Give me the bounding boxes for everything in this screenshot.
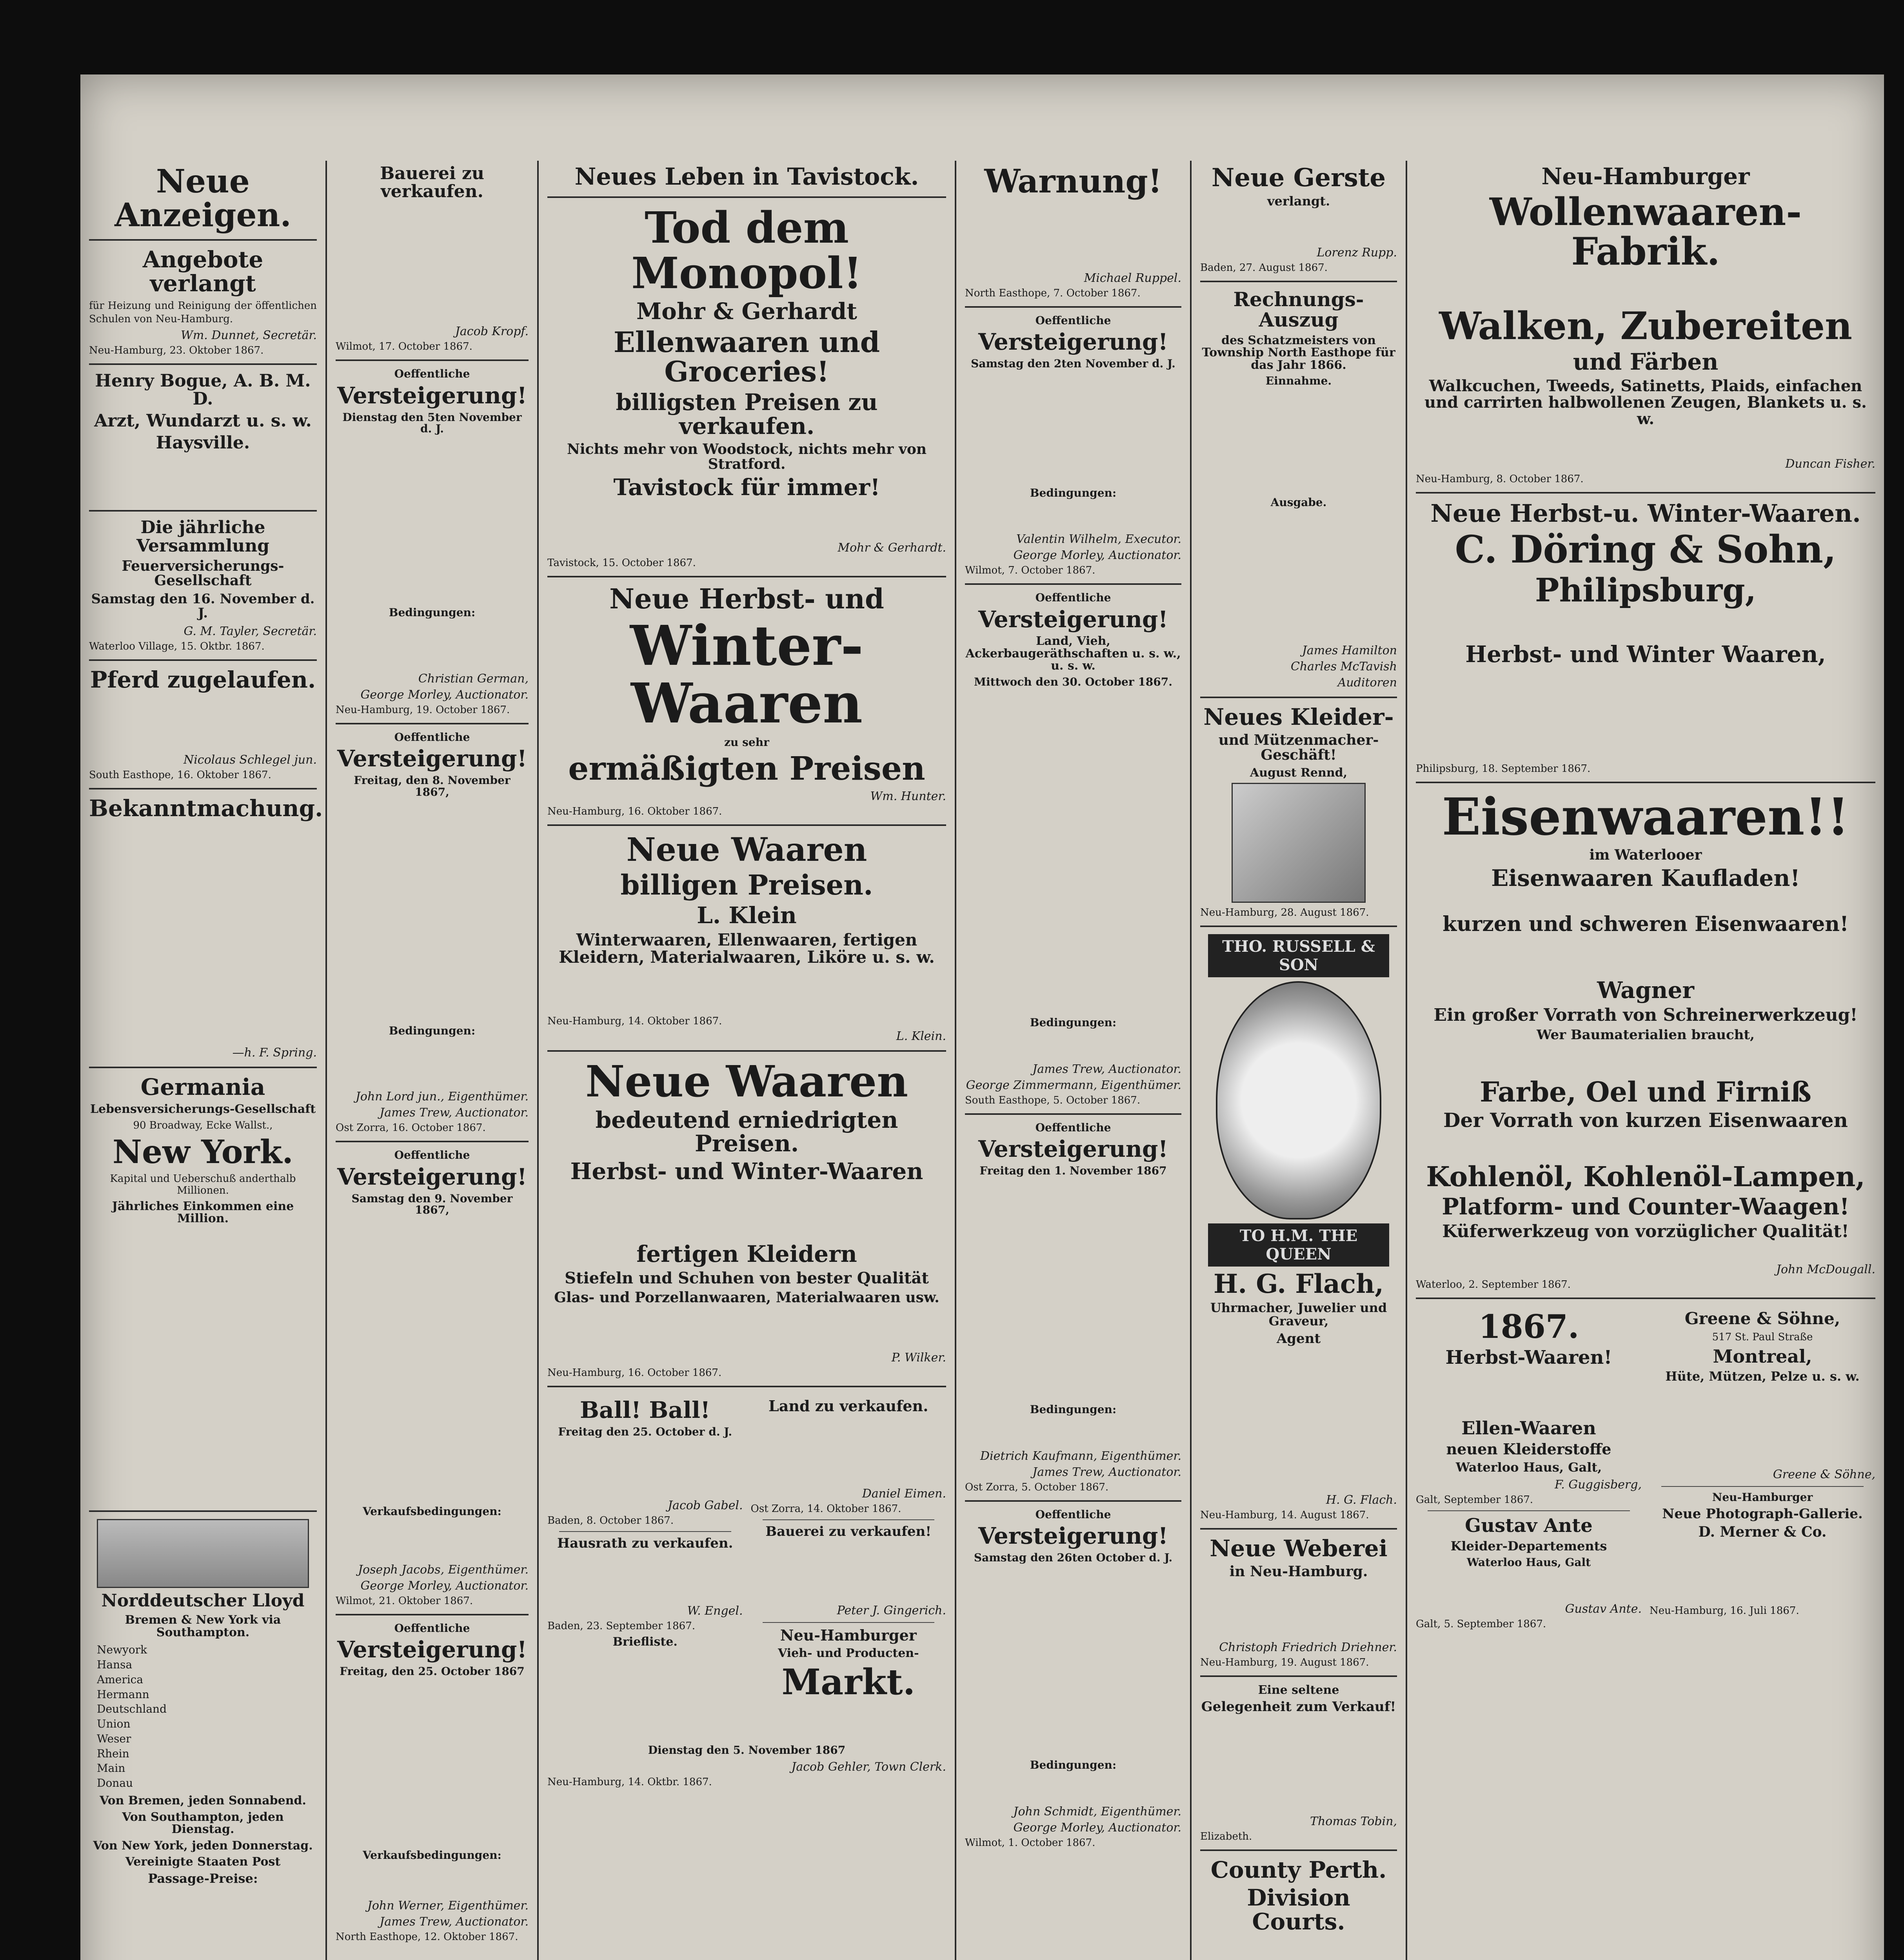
ad-capital: Kapital und Ueberschuß anderthalb Millionen. — [110, 1172, 296, 1196]
conditions-heading: Bedingungen: — [1030, 1759, 1117, 1772]
ad-signature: Jacob Kropf. — [455, 325, 529, 339]
ad-place: Neu-Hamburg, 19. October 1867. — [336, 704, 510, 716]
list-item: Union — [97, 1717, 131, 1731]
ad-place: Wilmot, 1. October 1867. — [965, 1837, 1096, 1849]
ad-text-block — [1200, 1583, 1397, 1638]
schedule-line: Von New York, jeden Donnerstag. — [93, 1838, 313, 1853]
ad-signature: Jacob Gabel. — [668, 1499, 743, 1513]
auction-date: Freitag, den 8. November 1867, — [354, 774, 511, 799]
ad-signature: Wm. Dunnet, Secretär. — [181, 328, 317, 342]
ad-text-block — [89, 824, 317, 1044]
auction-date: Dienstag den 5ten November d. J. — [342, 410, 522, 436]
ad-place: Neu-Hamburg, 28. August 1867. — [1200, 907, 1369, 919]
list-item: America — [97, 1673, 144, 1686]
ad-text-block — [1416, 894, 1875, 910]
ad-title: Angebote verlangt — [142, 246, 263, 297]
ad-text-block — [965, 374, 1181, 483]
conditions-heading: Bedingungen: — [389, 606, 476, 619]
ad-line: Herbst- und Winter Waaren, — [1465, 641, 1826, 668]
ad-line: Platform- und Counter-Waagen! — [1442, 1193, 1849, 1220]
ad-line: Ein großer Vorrath von Schreinerwerkzeug! — [1433, 1005, 1858, 1025]
ad-place: Galt, September 1867. — [1416, 1494, 1533, 1506]
ad-signature: James Trew, Auctionator. — [380, 1915, 529, 1929]
ad-line: Herbst- und Winter-Waaren — [570, 1158, 923, 1185]
ad-line: Stiefeln und Schuhen von bester Qualität — [565, 1269, 929, 1288]
ad-firm: August Rennd, — [1250, 766, 1348, 780]
ad-line: Der Vorrath von kurzen Eisenwaaren — [1443, 1109, 1848, 1132]
ad-line: bedeutend erniedrigten Preisen. — [595, 1106, 898, 1157]
auction-title: Versteigerung! — [337, 382, 527, 409]
ad-address: 517 St. Paul Straße — [1712, 1331, 1813, 1343]
ad-title: Bauerei zu verkaufen! — [765, 1523, 932, 1539]
ad-signature: Michael Ruppel. — [1084, 271, 1181, 285]
auction-date: Freitag, den 25. October 1867 — [340, 1665, 525, 1678]
ad-signature: Mohr & Gerhardt. — [838, 541, 946, 555]
ad-signature: George Morley, Auctionator. — [1013, 548, 1181, 563]
ad-title: Neu-Hamburger — [1541, 163, 1750, 190]
ad-signature: Lorenz Rupp. — [1317, 245, 1397, 260]
ad-signature: Auditoren — [1337, 676, 1397, 690]
ad-signature: Wm. Hunter. — [870, 789, 946, 804]
ad-signature: Christian German, — [418, 671, 529, 686]
ship-list — [97, 1642, 317, 1791]
ad-title: Bekanntmachung. — [89, 795, 323, 822]
ad-title: Arzt, Wundarzt u. s. w. — [94, 410, 312, 431]
ad-title: Neu-Hamburger — [780, 1626, 917, 1644]
ad-place: Neu-Hamburg, 19. August 1867. — [1200, 1656, 1369, 1668]
ad-year: 1867. — [1478, 1308, 1579, 1346]
conditions-heading: Verkaufsbedingungen: — [363, 1505, 501, 1518]
ad-line: zu sehr — [724, 735, 769, 749]
ad-text-block — [1416, 611, 1875, 639]
ad-title: Neues Kleider- — [1203, 704, 1394, 731]
ad-subtitle: Eisenwaaren Kaufladen! — [1491, 865, 1800, 892]
column-3 — [539, 161, 955, 1960]
ad-text-block — [1200, 1718, 1397, 1812]
section-heading: Neue Anzeigen. — [114, 163, 291, 234]
list-item: Donau — [97, 1777, 133, 1790]
maker-banner: THO. RUSSELL & SON — [1208, 934, 1389, 977]
auction-label: Oeffentliche — [394, 1149, 470, 1162]
ad-signature: Valentin Wilhelm, Executor. — [1016, 532, 1181, 546]
ad-text-block — [336, 1865, 529, 1896]
ad-text-block — [1200, 1938, 1397, 1960]
table-heading: Einnahme. — [1265, 374, 1332, 388]
ad-firm: Mohr & Gerhardt — [636, 298, 857, 325]
ad-headline: Markt. — [781, 1661, 916, 1703]
ad-place: Neu-Hamburg, 23. Oktober 1867. — [89, 344, 264, 356]
ad-subtitle: in Neu-Hamburg. — [1229, 1563, 1368, 1580]
ad-text-block — [1416, 1046, 1875, 1074]
ad-firm: Wagner — [1597, 976, 1694, 1004]
ad-firm: C. Döring & Sohn, — [1455, 527, 1837, 572]
ad-title: Neue Waaren — [585, 1056, 908, 1107]
conditions-heading: Bedingungen: — [1030, 486, 1117, 499]
ad-line: Kohlenöl, Kohlenöl-Lampen, — [1426, 1160, 1865, 1193]
schedule-line: Von Southampton, jeden Dienstag. — [122, 1810, 284, 1837]
ad-title: Neue Herbst-u. Winter-Waaren. — [1430, 499, 1861, 528]
ad-subtitle: Kleider-Departements — [1450, 1538, 1607, 1553]
ad-income: Jährliches Einkommen eine Million. — [112, 1199, 294, 1226]
ad-headline: Walken, Zubereiten — [1439, 304, 1852, 348]
ad-body: Winterwaaren, Ellenwaaren, fertigen Kleidern, Materialwaaren, Liköre u. s. w. — [559, 930, 935, 967]
auction-label: Oeffentliche — [1035, 1508, 1111, 1521]
ad-text-block — [1416, 275, 1875, 303]
ad-title: County Perth. — [1210, 1857, 1387, 1884]
ad-line: billigsten Preisen zu verkaufen. — [616, 389, 878, 439]
ad-text-block — [336, 802, 529, 1021]
ad-line: neuen Kleiderstoffe — [1446, 1440, 1611, 1458]
ad-text-block — [89, 1889, 317, 1960]
ad-subtitle: und Mützenmacher-Geschäft! — [1218, 731, 1379, 763]
ad-title: Wollenwaaren-Fabrik. — [1489, 189, 1802, 274]
auction-title: Versteigerung! — [337, 1636, 527, 1663]
ad-text-block — [965, 691, 1181, 1013]
ad-text-block — [89, 696, 317, 751]
ad-line: fertigen Kleidern — [636, 1241, 857, 1268]
newspaper-page — [80, 74, 1884, 1960]
column-6 — [1407, 161, 1884, 1960]
auction-title: Versteigerung! — [337, 745, 527, 772]
ad-text-block — [751, 1543, 947, 1601]
ad-place: North Easthope, 7. October 1867. — [965, 287, 1141, 299]
ad-signature: John Schmidt, Eigenthümer. — [1013, 1804, 1181, 1818]
ad-line: Ellen-Waaren — [1461, 1417, 1596, 1439]
ad-line: Nichts mehr von Woodstock, nichts mehr von Stratford. — [567, 441, 927, 472]
ad-city: Montreal, — [1713, 1346, 1812, 1367]
ad-text-block — [336, 1521, 529, 1561]
ad-address: 90 Broadway, Ecke Wallst., — [133, 1119, 273, 1131]
ad-place: Neu-Hamburg, 14. Oktbr. 1867. — [547, 1776, 712, 1788]
conditions-heading: Verkaufsbedingungen: — [363, 1849, 501, 1862]
ad-line: Tavistock für immer! — [613, 474, 880, 501]
ad-place: Neu-Hamburg, 16. October 1867. — [547, 1367, 722, 1379]
ad-subtitle: Waterloo Haus, Galt — [1466, 1556, 1591, 1569]
ad-signature: F. Guggisberg, — [1555, 1478, 1642, 1492]
ad-body: für Heizung und Reinigung der öffentlichen Schulen von Neu-Hamburg. — [89, 299, 317, 325]
ad-name: Henry Bogue, A. B. M. D. — [95, 370, 311, 409]
ad-text-block — [965, 1180, 1181, 1400]
ad-signature: John Werner, Eigenthümer. — [367, 1898, 529, 1913]
ad-line: Küferwerkzeug von vorzüglicher Qualität! — [1442, 1221, 1849, 1241]
auction-title: Versteigerung! — [337, 1163, 527, 1190]
schedule-line: Vereinigte Staaten Post — [125, 1855, 281, 1869]
ad-title: Gustav Ante — [1465, 1515, 1593, 1537]
ad-line: Farbe, Oel und Firniß — [1480, 1075, 1811, 1108]
ad-signature: Gustav Ante. — [1565, 1602, 1642, 1616]
ad-line: kurzen und schweren Eisenwaaren! — [1443, 912, 1849, 936]
ad-title: Bauerei zu verkaufen. — [380, 163, 484, 202]
ad-city: New York. — [113, 1133, 293, 1171]
auction-label: Oeffentliche — [1035, 1121, 1111, 1134]
ad-signature: —h. F. Spring. — [232, 1046, 317, 1060]
list-item: Newyork — [97, 1643, 147, 1657]
ad-signature: Greene & Söhne, — [1773, 1468, 1875, 1482]
ad-signature: James Trew, Auctionator. — [380, 1106, 529, 1120]
list-item: Deutschland — [97, 1702, 167, 1716]
ad-place: Philipsburg, 18. September 1867. — [1416, 763, 1591, 775]
ad-text-block — [1416, 1135, 1875, 1158]
ad-agent: Agent — [1276, 1330, 1321, 1347]
ad-date: Freitag den 25. October d. J. — [558, 1425, 732, 1438]
ad-signature: Duncan Fisher. — [1785, 457, 1875, 471]
ad-place: Wilmot, 21. Oktober 1867. — [336, 1595, 473, 1607]
auction-title: Versteigerung! — [978, 328, 1168, 356]
ad-subtitle: Uhrmacher, Juwelier und Graveur, — [1210, 1300, 1387, 1328]
list-item: Main — [97, 1762, 125, 1775]
list-item: Rhein — [97, 1747, 129, 1760]
ad-signature: P. Wilker. — [891, 1350, 946, 1365]
ad-title: Hausrath zu verkaufen. — [557, 1535, 733, 1552]
ad-line: Hüte, Mützen, Pelze u. s. w. — [1665, 1368, 1860, 1384]
ad-signature: Daniel Eimen. — [862, 1486, 946, 1501]
ad-signature: George Morley, Auctionator. — [1013, 1820, 1181, 1835]
ad-subtitle: Bremen & New York via Southampton. — [125, 1613, 281, 1639]
ad-text-block — [547, 970, 946, 1013]
ad-title: Pferd zugelaufen. — [90, 666, 316, 693]
ad-text-block — [89, 456, 317, 503]
auction-label: Oeffentliche — [394, 1621, 470, 1635]
auction-date: Samstag den 2ten November d. J. — [971, 357, 1175, 370]
ad-text-block — [547, 1441, 743, 1496]
column-2 — [327, 161, 537, 1960]
ad-subtitle: verlangt. — [1267, 194, 1330, 209]
ad-place: Ost Zorra, 14. Oktober 1867. — [750, 1503, 901, 1515]
ad-signature: George Morley, Auctionator. — [360, 688, 529, 702]
ad-text-block — [1416, 1572, 1642, 1600]
ad-signature: L. Klein. — [896, 1029, 946, 1043]
list-item: Hansa — [97, 1658, 133, 1671]
ad-signature: Charles McTavish — [1290, 660, 1397, 674]
ad-signature: Christoph Friedrich Driehner. — [1219, 1640, 1397, 1654]
ad-text-block — [965, 1419, 1181, 1447]
ad-text-block — [1200, 391, 1397, 493]
ad-title: Greene & Söhne, — [1684, 1309, 1840, 1328]
ad-place: North Easthope, 12. Oktober 1867. — [336, 1931, 518, 1943]
ad-line: billigen Preisen. — [620, 869, 873, 902]
ad-title: Division Courts. — [1247, 1884, 1350, 1935]
ad-line: Wer Baumaterialien braucht, — [1537, 1027, 1755, 1043]
ad-signature: Thomas Tobin, — [1310, 1815, 1397, 1829]
ad-text-block — [89, 1229, 317, 1503]
ad-date: Dienstag den 5. November 1867 — [648, 1744, 846, 1757]
ad-subtitle: des Schatzmeisters von Township North Easthope für das Jahr 1866. — [1202, 333, 1395, 372]
ad-subtitle: im Waterlooer — [1589, 846, 1702, 863]
ad-signature: Dietrich Kaufmann, Eigenthümer. — [980, 1449, 1181, 1463]
ad-title: Neue Weberei — [1210, 1535, 1388, 1562]
ad-line: Ellenwaaren und Groceries! — [613, 325, 880, 388]
ad-title: Neue Photograph-Gallerie. — [1662, 1506, 1863, 1522]
ad-text-block — [336, 438, 529, 603]
ad-place: Wilmot, 7. October 1867. — [965, 564, 1096, 577]
ad-text-block — [1200, 1350, 1397, 1491]
ad-text-block — [1200, 512, 1397, 641]
ad-signature: George Zimmermann, Eigenthümer. — [966, 1078, 1181, 1092]
ad-title: Land zu verkaufen. — [769, 1397, 928, 1415]
ad-signature: Jacob Gehler, Town Clerk. — [791, 1760, 946, 1774]
ad-signature: James Hamilton — [1302, 644, 1397, 658]
ad-place: South Easthope, 16. Oktober 1867. — [89, 769, 271, 781]
ad-text-block — [1416, 431, 1875, 455]
column-1 — [80, 161, 325, 1960]
list-item: Weser — [97, 1732, 131, 1745]
ad-title: Neue Waaren — [626, 831, 867, 869]
conditions-heading: Bedingungen: — [389, 1024, 476, 1037]
ad-line: Glas- und Porzellanwaaren, Materialwaaren usw. — [554, 1289, 939, 1306]
ad-title: Warnung! — [984, 163, 1162, 200]
ad-signature: G. M. Tayler, Secretär. — [183, 624, 317, 638]
ad-place: Neu-Hamburg, 16. Juli 1867. — [1650, 1605, 1799, 1617]
ad-place: Galt, 5. September 1867. — [1416, 1618, 1546, 1630]
auction-title: Versteigerung! — [978, 1523, 1168, 1550]
ad-text-block — [1416, 939, 1875, 975]
schedule-line: Von Bremen, jeden Sonnabend. — [100, 1794, 306, 1808]
ad-text-block — [965, 1567, 1181, 1755]
ad-signature: James Trew, Auctionator. — [1032, 1062, 1181, 1076]
column-5 — [1192, 161, 1406, 1960]
ad-subtitle: Vieh- und Producten- — [778, 1646, 919, 1661]
ad-line: Walkcuchen, Tweeds, Satinetts, Plaids, einfachen und carrirten halbwollenen Zeugen, Blankets u. s. w. — [1424, 377, 1867, 428]
auction-date: Freitag den 1. November 1867 — [979, 1164, 1167, 1177]
ad-headline: und Färben — [1573, 348, 1719, 376]
ad-signature: James Trew, Auctionator. — [1032, 1465, 1181, 1479]
ad-line: ermäßigten Preisen — [568, 750, 925, 788]
ad-text-block — [336, 1220, 529, 1502]
ad-headline: Tod dem Monopol! — [631, 202, 862, 298]
ad-place: Waterloo, 2. September 1867. — [1416, 1279, 1571, 1291]
ad-text-block — [547, 503, 946, 539]
ad-title: Die jährliche Versammlung — [136, 517, 270, 556]
ad-signature: Peter J. Gingerich. — [837, 1604, 946, 1618]
ad-text-block — [1416, 1372, 1642, 1415]
ad-signature: W. Engel. — [687, 1604, 743, 1618]
ad-title: Norddeutscher Lloyd — [101, 1590, 305, 1611]
auction-label: Oeffentliche — [394, 367, 470, 381]
ad-title: Eine seltene — [1258, 1683, 1339, 1697]
ad-text-block — [336, 205, 529, 322]
ad-text-block — [1650, 1387, 1875, 1465]
ad-text-block — [965, 202, 1181, 269]
ad-place: Haysville. — [156, 433, 250, 453]
list-item: Hermann — [97, 1688, 149, 1701]
ad-title: Rechnungs-Auszug — [1233, 287, 1364, 332]
ad-signature: John McDougall. — [1776, 1263, 1875, 1277]
auction-date: Samstag den 26ten October d. J. — [974, 1551, 1173, 1564]
tailor-illustration — [1232, 783, 1366, 903]
ad-title: Herbst-Waaren! — [1445, 1347, 1612, 1369]
auction-subtitle: Land, Vieh, Ackerbaugeräthschaften u. s. w., u. s. w. — [965, 634, 1181, 673]
ad-subtitle: Lebensversicherungs-Gesellschaft — [90, 1102, 316, 1116]
ad-text-block — [1650, 1544, 1875, 1602]
ad-headline: Winter-Waaren — [630, 613, 864, 736]
ad-signature: H. G. Flach. — [1326, 1493, 1397, 1507]
auction-label: Oeffentliche — [394, 730, 470, 744]
column-4 — [956, 161, 1190, 1960]
ad-subtitle: Feuerversicherungs-Gesellschaft — [122, 557, 284, 589]
ad-text-block — [965, 1775, 1181, 1802]
auction-date: Mittwoch den 30. October 1867. — [974, 675, 1172, 688]
ad-firm: L. Klein — [697, 902, 797, 929]
ad-city: Philipsburg, — [1535, 572, 1757, 610]
ad-firm: H. G. Flach, — [1213, 1269, 1384, 1299]
ad-text-block — [1416, 1245, 1875, 1260]
ad-title: Neues Leben in Tavistock. — [574, 163, 919, 191]
ad-text-block — [965, 503, 1181, 530]
pocket-watch-image — [1216, 981, 1381, 1220]
ad-place: Baden, 27. August 1867. — [1200, 261, 1328, 274]
ad-firm: D. Merner & Co. — [1698, 1524, 1827, 1541]
ad-text-block — [751, 1418, 947, 1485]
auction-label: Oeffentliche — [1035, 591, 1111, 604]
ad-title: Briefliste. — [612, 1635, 678, 1649]
ad-text-block — [547, 1187, 946, 1238]
ad-text-block — [965, 1033, 1181, 1060]
conditions-heading: Bedingungen: — [1030, 1016, 1117, 1029]
ad-text-block — [547, 1309, 946, 1348]
ad-signature: George Morley, Auctionator. — [360, 1579, 529, 1593]
ad-text-block — [336, 622, 529, 670]
ad-date: Samstag den 16. November d. J. — [91, 591, 315, 621]
ad-title: Ball! Ball! — [580, 1396, 710, 1423]
ad-signature: John Lord jun., Eigenthümer. — [355, 1090, 529, 1104]
ad-title: Germania — [140, 1074, 265, 1101]
ad-place: Neu-Hamburg, 8. October 1867. — [1416, 473, 1584, 485]
steamship-image — [97, 1519, 309, 1588]
ad-place: Wilmot, 17. October 1867. — [336, 341, 472, 353]
ad-text-block — [1200, 212, 1397, 243]
ad-signature: Joseph Jacobs, Eigenthümer. — [358, 1563, 529, 1577]
ad-text-block — [547, 1652, 743, 1738]
ad-title: Neue Herbst- und — [609, 583, 884, 615]
ad-place: Ost Zorra, 5. October 1867. — [965, 1481, 1109, 1493]
ad-place: Baden, 23. September 1867. — [547, 1620, 696, 1632]
price-heading: Passage-Preise: — [148, 1871, 258, 1886]
ad-place: Ost Zorra, 16. October 1867. — [336, 1122, 486, 1134]
auction-date: Samstag den 9. November 1867, — [351, 1192, 513, 1216]
conditions-heading: Bedingungen: — [1030, 1403, 1117, 1416]
table-heading: Ausgabe. — [1270, 495, 1327, 509]
auction-title: Versteigerung! — [978, 606, 1168, 633]
ad-text-block — [336, 1040, 529, 1087]
ad-title: Neue Gerste — [1211, 163, 1386, 192]
ad-line: Waterloo Haus, Galt, — [1455, 1459, 1602, 1475]
ad-text-block — [336, 1681, 529, 1846]
ad-title: Eisenwaaren!! — [1442, 787, 1849, 847]
ad-place: Elizabeth. — [1200, 1831, 1252, 1843]
ad-place: Neu-Hamburg, 16. Oktober 1867. — [547, 806, 722, 818]
ad-subtitle: Gelegenheit zum Verkauf! — [1201, 1699, 1396, 1715]
ad-place: South Easthope, 5. October 1867. — [965, 1094, 1141, 1106]
ad-place: Neu-Hamburg, 14. August 1867. — [1200, 1509, 1369, 1521]
ad-place: Tavistock, 15. October 1867. — [547, 557, 696, 569]
auction-title: Versteigerung! — [978, 1136, 1168, 1163]
maker-banner: TO H.M. THE QUEEN — [1208, 1223, 1389, 1267]
ad-place: Waterloo Village, 15. Oktbr. 1867. — [89, 640, 265, 652]
ad-text-block — [547, 1555, 743, 1602]
ad-place: Baden, 8. October 1867. — [547, 1515, 674, 1527]
ad-signature: Nicolaus Schlegel jun. — [183, 753, 317, 767]
ad-place: Neu-Hamburg, 14. Oktober 1867. — [547, 1015, 722, 1027]
ad-text-block — [1416, 670, 1875, 760]
auction-label: Oeffentliche — [1035, 314, 1111, 327]
ad-title: Neu-Hamburger — [1712, 1491, 1813, 1504]
